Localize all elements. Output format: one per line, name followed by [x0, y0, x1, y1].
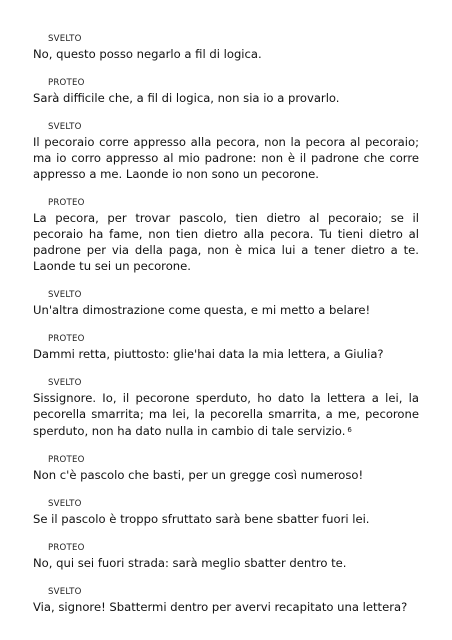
speaker-name: SVELTO [48, 378, 82, 388]
dialogue-page [33, 33, 419, 630]
footnote-reference[interactable]: 6 [347, 426, 352, 434]
dialogue-turn [33, 121, 419, 182]
dialogue-turn [33, 377, 419, 439]
dialogue-line: Se il pascolo è troppo sfruttato sarà bene sbatter fuori lei. [33, 512, 370, 526]
dialogue-turn [33, 77, 419, 106]
speaker-name: PROTEO [48, 198, 85, 208]
dialogue-turn [33, 333, 419, 362]
speaker-name: SVELTO [48, 499, 82, 509]
dialogue-turn [33, 289, 419, 318]
dialogue-turn [33, 498, 419, 527]
dialogue-line: Sarà difficile che, a fil di logica, non sia io a provarlo. [33, 91, 340, 105]
dialogue-line: Dammi retta, piuttosto: glie'hai data la mia lettera, a Giulia? [33, 347, 384, 361]
dialogue-turn [33, 542, 419, 571]
speaker-name: SVELTO [48, 587, 82, 597]
speaker-name: PROTEO [48, 543, 85, 553]
dialogue-text: Sissignore. Io, il pecorone sperduto, ho dato la lettera a lei, la pecorella smarrita; ma lei, la pecorella smarrita, a me, pecorone sperduto, non ha dato nulla in cambio di tale servizio. [33, 391, 419, 438]
dialogue-turn [33, 197, 419, 274]
dialogue-line: Il pecoraio corre appresso alla pecora, non la pecora al pecoraio; ma io corro appresso al mio padrone: non è il padrone che corre appresso a me. Laonde io non sono un pecorone. [33, 135, 419, 181]
speaker-name: PROTEO [48, 455, 85, 465]
dialogue-line: Via, signore! Sbattermi dentro per avervi recapitato una lettera? [33, 600, 408, 614]
speaker-name: SVELTO [48, 122, 82, 132]
dialogue-line: La pecora, per trovar pascolo, tien dietro al pecoraio; se il pecoraio ha fame, non tien dietro alla pecora. Tu tieni dietro al padrone per via della paga, non è mica lui a tener dietro a te. Laonde tu sei un pecorone. [33, 211, 419, 273]
dialogue-line: No, qui sei fuori strada: sarà meglio sbatter dentro te. [33, 556, 347, 570]
dialogue-line: Un'altra dimostrazione come questa, e mi metto a belare! [33, 303, 371, 317]
dialogue-line: No, questo posso negarlo a fil di logica. [33, 47, 262, 61]
dialogue-line: Non c'è pascolo che basti, per un gregge così numeroso! [33, 468, 364, 482]
dialogue-turn [33, 33, 419, 62]
speaker-name: PROTEO [48, 78, 85, 88]
speaker-name: SVELTO [48, 290, 82, 300]
speaker-name: PROTEO [48, 334, 85, 344]
dialogue-turn [33, 454, 419, 483]
dialogue-line-with-note [33, 390, 419, 439]
dialogue-turn [33, 586, 419, 615]
speaker-name: SVELTO [48, 34, 82, 44]
